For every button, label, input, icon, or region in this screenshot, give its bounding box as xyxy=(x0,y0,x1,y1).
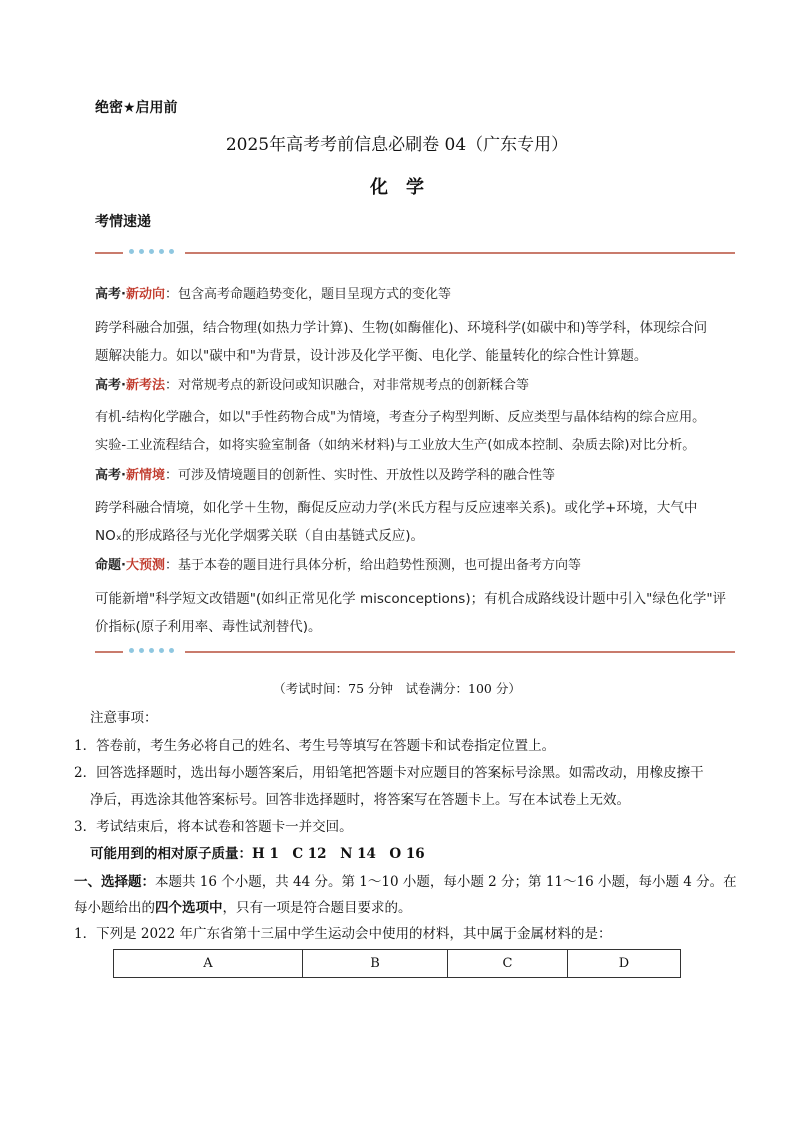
options-table xyxy=(113,949,681,978)
trend-line: 题解决能力。如以"碳中和"为背景，设计涉及化学平衡、电化学、能量转化的综合性计算题。 xyxy=(95,348,648,364)
trend-line: 实验-工业流程结合，如将实验室制备（如纳米材料)与工业放大生产(如成本控制、杂质去除)对比分析。 xyxy=(95,438,696,453)
section-instruction-a: 每小题给出的 xyxy=(74,900,155,916)
section-heading-lead: 一、选择题： xyxy=(74,874,155,890)
question-stem: 1．下列是 2022 年广东省第十三届中学生运动会中使用的材料，其中属于金属材料的是： xyxy=(74,926,612,942)
note-item: 1．答卷前，考生务必将自己的姓名、考生号等填写在答题卡和试卷指定位置上。 xyxy=(74,738,556,754)
note-item: 净后，再选涂其他答案标号。回答非选择题时，将答案写在答题卡上。写在本试卷上无效。 xyxy=(90,792,630,808)
section-heading xyxy=(74,870,737,890)
trend-desc: ：基于本卷的题目进行具体分析，给出趋势性预测，也可提出备考方向等 xyxy=(164,558,581,573)
section-heading-rest: 本题共 16 个小题，共 44 分。第 1～10 小题，每小题 2 分；第 11～16 小题，每小题 4 分。在 xyxy=(155,874,737,890)
trend-key: 大预测 xyxy=(125,558,165,573)
section-instruction-c: ，只有一项是符合题目要求的。 xyxy=(222,900,412,916)
trend-prefix: 命题· xyxy=(95,558,126,573)
trend-prefix: 高考· xyxy=(95,287,126,302)
trend-key: 新动向 xyxy=(125,287,165,302)
trend-line: 有机-结构化学融合，如以"手性药物合成"为情境，考查分子构型判断、反应类型与晶体结构的综合应用。 xyxy=(95,410,706,425)
trend-line: NOₓ的形成路径与光化学烟雾关联（自由基链式反应)。 xyxy=(95,528,424,544)
trend-label xyxy=(95,554,581,573)
trend-line: 可能新增"科学短文改错题"(如纠正常见化学 misconceptions)；有机合成路线设计题中引入"绿色化学"评 xyxy=(95,591,727,607)
option-c: C xyxy=(448,950,568,978)
option-a: A xyxy=(114,950,303,978)
exam-title: 2025年高考考前信息必刷卷 04（广东专用） xyxy=(225,135,569,155)
trend-desc: ：可涉及情境题目的创新性、实时性、开放性以及跨学科的融合性等 xyxy=(164,468,555,483)
trend-line: 跨学科融合情境，如化学＋生物，酶促反应动力学(米氏方程与反应速率关系)。或化学+环境，大气中 xyxy=(95,500,698,516)
trend-desc: ：包含高考命题趋势变化，题目呈现方式的变化等 xyxy=(164,287,451,302)
section-title: 考情速递 xyxy=(95,214,151,230)
trend-line: 价指标(原子利用率、毒性试剂替代)。 xyxy=(95,619,322,635)
decorative-divider xyxy=(95,647,735,657)
subject-title: 化学 xyxy=(370,177,442,198)
trend-prefix: 高考· xyxy=(95,468,126,483)
trend-prefix: 高考· xyxy=(95,378,126,393)
confidential-mark: 绝密★启用前 xyxy=(95,100,178,116)
trend-label xyxy=(95,283,451,302)
decorative-divider xyxy=(95,248,735,258)
section-instruction xyxy=(74,896,412,916)
trend-key: 新考法 xyxy=(125,378,165,393)
section-instruction-b: 四个选项中 xyxy=(155,900,223,916)
option-d: D xyxy=(568,950,681,978)
trend-line: 跨学科融合加强，结合物理(如热力学计算)、生物(如酶催化)、环境科学(如碳中和)等学科，体现综合问 xyxy=(95,320,708,336)
option-b: B xyxy=(303,950,448,978)
trend-label xyxy=(95,464,555,483)
exam-info: （考试时间：75 分钟 试卷满分：100 分） xyxy=(273,681,521,696)
atomic-masses: 可能用到的相对原子质量：H 1 C 12 N 14 O 16 xyxy=(90,846,425,862)
note-item: 3．考试结束后，将本试卷和答题卡一并交回。 xyxy=(74,819,353,835)
trend-key: 新情境 xyxy=(125,468,165,483)
trend-label xyxy=(95,374,529,393)
trend-desc: ：对常规考点的新设问或知识融合，对非常规考点的创新糅合等 xyxy=(164,378,529,393)
note-item: 2．回答选择题时，选出每小题答案后，用铅笔把答题卡对应题目的答案标号涂黑。如需改动，用橡皮擦干 xyxy=(74,765,704,781)
notes-title: 注意事项： xyxy=(90,710,158,726)
table-row xyxy=(114,950,681,978)
